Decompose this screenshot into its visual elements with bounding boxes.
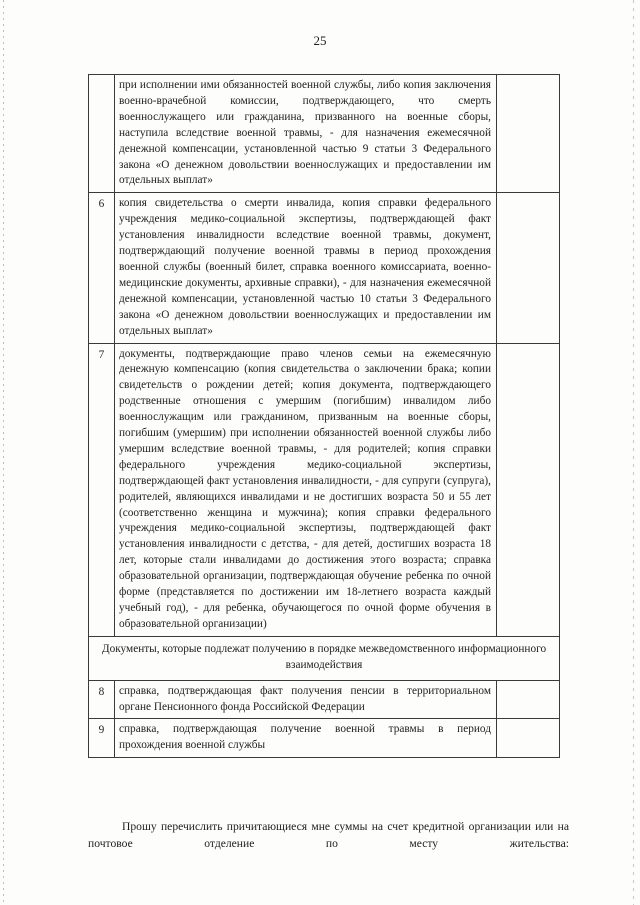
row-number: 7 — [89, 343, 115, 636]
table-row — [89, 680, 560, 719]
row-number: 6 — [89, 193, 115, 343]
scan-edge-right — [633, 0, 634, 905]
row-text: при исполнении ими обязанностей военной службы, либо копия заключения военно-врачебной комиссии, подтверждающего, что смерть военнослужащего или гражданина, призванного на военные сборы, наступила вследствие военной травмы, - для назначения ежемесячной денежной компенсации, установленной частью 9 статьи 3 Федерального закона «О денежном довольствии военнослужащих и предоставлении им отдельных выплат» — [115, 75, 497, 193]
row-text: документы, подтверждающие право членов семьи на ежемесячную денежную компенсацию (копия свидетельства о заключении брака; копии свидетельств о рождении детей; копия документа, подтверждающего родственные отношения с умершим (погибшим) инвалидом либо военнослужащим или гражданином, призванным на военные сборы, погибшим (умершим) при исполнении обязанностей военной службы либо умершим вследствие военной травмы, - для родителей; копия справки федерального учреждения медико-социальной экспертизы, подтверждающей факт установления инвалидности, - для супруги (супруга), родителей, являющихся инвалидами и не достигших возраста 50 и 55 лет (соответственно женщина и мужчина); копия справки федерального учреждения медико-социальной экспертизы, подтверждающей факт установления инвалидности с детства, - для детей, достигших возраста 18 лет, которые стали инвалидами до достижения этого возраста; справка образовательной организации, подтверждающая обучение ребенка по очной форме (представляется по достижении им 18-летнего возраста каждый учебный год), - для ребенка, обучающегося по очной форме обучения в образовательной организации) — [115, 343, 497, 636]
row-text: справка, подтверждающая факт получения пенсии в территориальном органе Пенсионного фонда Российской Федерации — [115, 680, 497, 719]
documents-table — [88, 74, 560, 758]
row-mark-cell — [497, 75, 560, 193]
scan-edge-left — [3, 0, 4, 905]
row-text: справка, подтверждающая получение военной травмы в период прохождения военной службы — [115, 719, 497, 758]
row-number: 8 — [89, 680, 115, 719]
table-row — [89, 193, 560, 343]
row-number — [89, 75, 115, 193]
row-mark-cell — [497, 343, 560, 636]
row-number: 9 — [89, 719, 115, 758]
row-mark-cell — [497, 719, 560, 758]
table-row — [89, 343, 560, 636]
section-header: Документы, которые подлежат получению в порядке межведомственного информационного взаимодействия — [89, 636, 560, 680]
page-number: 25 — [313, 33, 327, 48]
section-header-row — [89, 636, 560, 680]
row-text: копия свидетельства о смерти инвалида, копия справки федерального учреждения медико-социальной экспертизы, подтверждающей факт установления инвалидности вследствие военной травмы, документ, подтверждающий получение военной травмы в период прохождения военной службы (военный билет, справка военного комиссариата, военно-медицинские документы, архивные справки), - для назначения ежемесячной денежной компенсации, установленной частью 10 статьи 3 Федерального закона «О денежном довольствии военнослужащих и предоставлении им отдельных выплат» — [115, 193, 497, 343]
footer-paragraph — [88, 818, 569, 852]
table-row — [89, 719, 560, 758]
row-mark-cell — [497, 193, 560, 343]
footer-text: Прошу перечислить причитающиеся мне суммы на счет кредитной организации или на почтовое отделение по месту жительства: — [88, 820, 569, 850]
table-row — [89, 75, 560, 193]
row-mark-cell — [497, 680, 560, 719]
